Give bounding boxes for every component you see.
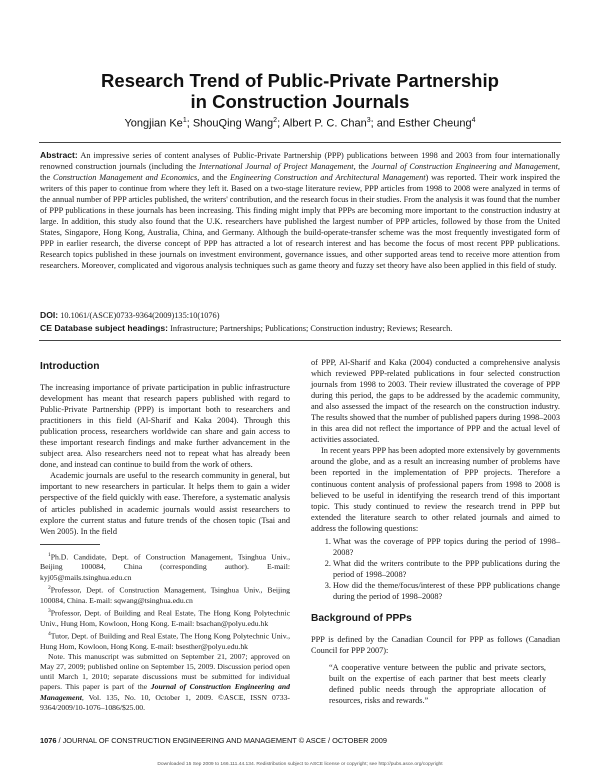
abstract-journal: Journal of Construction Engineering and Management xyxy=(371,162,558,172)
right-paragraph-1: of PPP, Al-Sharif and Kaka (2004) conducted a comprehensive analysis which reviewed PPP-related publications in four selected construction journals from 1998 to 2003. Their review illustrated the coverage of PPP during this period, the gaps to be addressed by the academic community, and also assessed the impact of the research on the construction industry. The results showed that the number of published papers during 1998–2003 in this area did not reflect the importance of PPP and the actual level of activities associated. xyxy=(311,358,560,445)
download-notice: Downloaded 15 Sep 2009 to 166.111.44.134. Redistribution subject to ASCE license or copyright; see http://pubs.asce.org/copyright xyxy=(157,762,443,767)
page-footer xyxy=(40,736,560,745)
footnote-sup: 2 xyxy=(48,584,51,591)
title-line-2: in Construction Journals xyxy=(190,91,410,112)
footer-journal: / JOURNAL OF CONSTRUCTION ENGINEERING AND MANAGEMENT © ASCE / OCTOBER 2009 xyxy=(56,736,388,745)
doi-value[interactable]: 10.1061/(ASCE)0733-9364(2009)135:10(1076) xyxy=(58,311,220,320)
footnote-2 xyxy=(40,583,290,606)
question-item: 3. How did the theme/focus/interest of these PPP publications change during the period of 1998–2008? xyxy=(333,580,560,602)
author-sup: 4 xyxy=(471,117,476,124)
paper-title xyxy=(40,70,560,112)
author-sup: 1 xyxy=(182,117,187,124)
author-list xyxy=(40,117,560,130)
note-text: Note. This manuscript was submitted on September 21, 2007; approved on May 27, 2009; published online on September 15, 2009. Discussion period open until March 1, 2010; separate discussions must be submitted for individual papers. This paper is part of the xyxy=(40,651,290,692)
footnote-text: Professor, Dept. of Construction Management, Tsinghua Univ., Beijing 100084, China. E-mail: sqwang@tsinghua.edu.cn xyxy=(40,585,290,605)
footnote-sup: 4 xyxy=(48,630,51,637)
abstract-text: , and the xyxy=(197,173,231,183)
doi-line xyxy=(40,310,560,321)
top-rule xyxy=(39,142,561,143)
right-column xyxy=(311,357,560,706)
abstract-text: ) was reported. Their work inspired the writers of this paper to continue from where they left it. Based on a two-stage literature review, PPP articles from 1998 to 2008 were analyzed in terms of the annual number of PPP articles published, the writers' contribution, and the research focus in their studies. From the analysis it was found that the number of PPP publications in these journals has been increasing. This finding might imply that PPPs are becoming more important to the construction industry at large. In addition, this study also found that the U.K. researchers have published the largest number of PPP articles, followed by those from the United States, Singapore, Hong Kong, Australia, China, and Germany. Although the build-operate-transfer scheme was the most frequently investigated form of PPP in earlier research, the diverse concept of PPP has attracted a lot of research interest and has become the focus of most recent PPP publications. Research topics published in these journals on investment environment, governance issues, and other supported areas tend to receive more attention from researchers. Moreover, complicated and vigorous analysis techniques such as game theory and fuzzy set theory have also been applied in this field of study. xyxy=(40,173,560,271)
abstract-text: An impressive series of content analyses of Public-Private Partnership (PPP) publications between 1998 and 2003 from four internationally renowned construction journals (including the xyxy=(40,151,560,172)
abstract-text: , the xyxy=(40,162,560,183)
author-name: Albert P. C. Chan xyxy=(282,117,367,130)
author-sep: ; xyxy=(186,117,193,130)
question-item: 1. What was the coverage of PPP topics during the period of 1998–2008? xyxy=(333,536,560,558)
definition-quote: “A cooperative venture between the public and private sectors, built on the expertise of each partner that best meets clearly defined public needs through the appropriate allocation of resources, risks and rewards.” xyxy=(329,663,546,706)
abstract xyxy=(40,150,560,272)
abstract-journal: Engineering Construction and Architectural Management xyxy=(230,173,426,183)
note-journal: Journal of Construction Engineering and Management xyxy=(40,682,290,702)
right-paragraph-2: In recent years PPP has been adopted more extensively by governments around the globe, and as a result an increasing number of problems have been reported in the implementation of PPP projects. Therefore a continuous content analysis of professional papers from 1998 to 2008 is believed to be useful in identifying the research trend of this important topic. This study continued to review the research trend in PPP but extended the literature search to other related journals and aimed to address the following questions: xyxy=(311,446,560,533)
abstract-journal: Construction Management and Economics xyxy=(53,173,198,183)
footnote-text: Ph.D. Candidate, Dept. of Construction Management, Tsinghua Univ., Beijing 100084, China (corresponding author). E-mail: kyj05@mails.tsinghua.edu.cn xyxy=(40,552,290,582)
background-heading: Background of PPPs xyxy=(311,613,412,625)
footnote-4 xyxy=(40,629,290,652)
author-name: Esther Cheung xyxy=(398,117,472,130)
footnote-3 xyxy=(40,606,290,629)
section-rule xyxy=(39,340,561,341)
author-sup: 3 xyxy=(366,117,371,124)
intro-paragraph-2: Academic journals are useful to the research community in general, but important to new researchers in particular. It helps them to gain a wider perspective of the field quickly with ease. Therefore, a systematic analysis of articles published in academic journals would assist researchers to explore the current status and future trends of the chosen topic (Tsai and Wen 2005). In the field xyxy=(40,471,290,536)
footnote-sup: 1 xyxy=(48,551,51,558)
author-sup: 2 xyxy=(273,117,278,124)
abstract-label: Abstract: xyxy=(40,150,78,160)
footnote-text: Tutor, Dept. of Building and Real Estate, The Hong Kong Polytechnic Univ., Hung Hom, Kowloon, Hong Kong. E-mail: bsesther@polyu.edu.hk xyxy=(40,631,290,651)
subject-headings-value: Infrastructure; Partnerships; Publications; Construction industry; Reviews; Research. xyxy=(168,324,453,333)
title-line-1: Research Trend of Public-Private Partnership xyxy=(101,70,499,91)
left-column xyxy=(40,354,290,713)
footnote-text: Professor, Dept. of Building and Real Estate, The Hong Kong Polytechnic Univ., Hung Hom, Kowloon, Hong Kong. E-mail: bsachan@polyu.edu.hk xyxy=(40,608,290,628)
footnote-1 xyxy=(40,550,290,583)
author-sep: ; xyxy=(277,117,283,130)
question-item: 2. What did the writers contribute to the PPP publications during the period of 1998–2008? xyxy=(333,558,560,580)
abstract-text: , the xyxy=(353,162,372,172)
submission-note xyxy=(40,652,290,713)
right-paragraph-3: PPP is defined by the Canadian Council for PPP as follows (Canadian Council for PPP 2007): xyxy=(311,635,560,656)
question-list xyxy=(311,536,560,602)
author-sep: ; and xyxy=(370,117,399,130)
intro-paragraph-1: The increasing importance of private participation in public infrastructure development has meant that research papers published with regard to Public-Private Partnership (PPP) is important both to researchers and practitioners in this field (Al-Sharif and Kaka 2004). Through this publication process, researchers worldwide can share and gain access to these important research findings and make further advancement in the subject area. Also researchers need not to repeat what has already been done, and instead can continue to build from the work of others. xyxy=(40,383,290,470)
subject-headings-label: CE Database subject headings: xyxy=(40,323,168,333)
author-name: ShouQing Wang xyxy=(192,117,274,130)
note-tail: , Vol. 135, No. 10, October 1, 2009. ©ASCE, ISSN 0733-9364/2009/10-1076–1086/$25.00. xyxy=(40,692,290,712)
doi-label: DOI: xyxy=(40,310,59,320)
abstract-journal: International Journal of Project Management xyxy=(198,162,354,172)
footnote-sup: 3 xyxy=(48,607,51,614)
page-number: 1076 xyxy=(40,736,57,745)
footnote-rule xyxy=(40,544,100,545)
author-name: Yongjian Ke xyxy=(124,117,183,130)
subject-headings xyxy=(40,323,560,334)
intro-heading: Introduction xyxy=(40,361,100,372)
